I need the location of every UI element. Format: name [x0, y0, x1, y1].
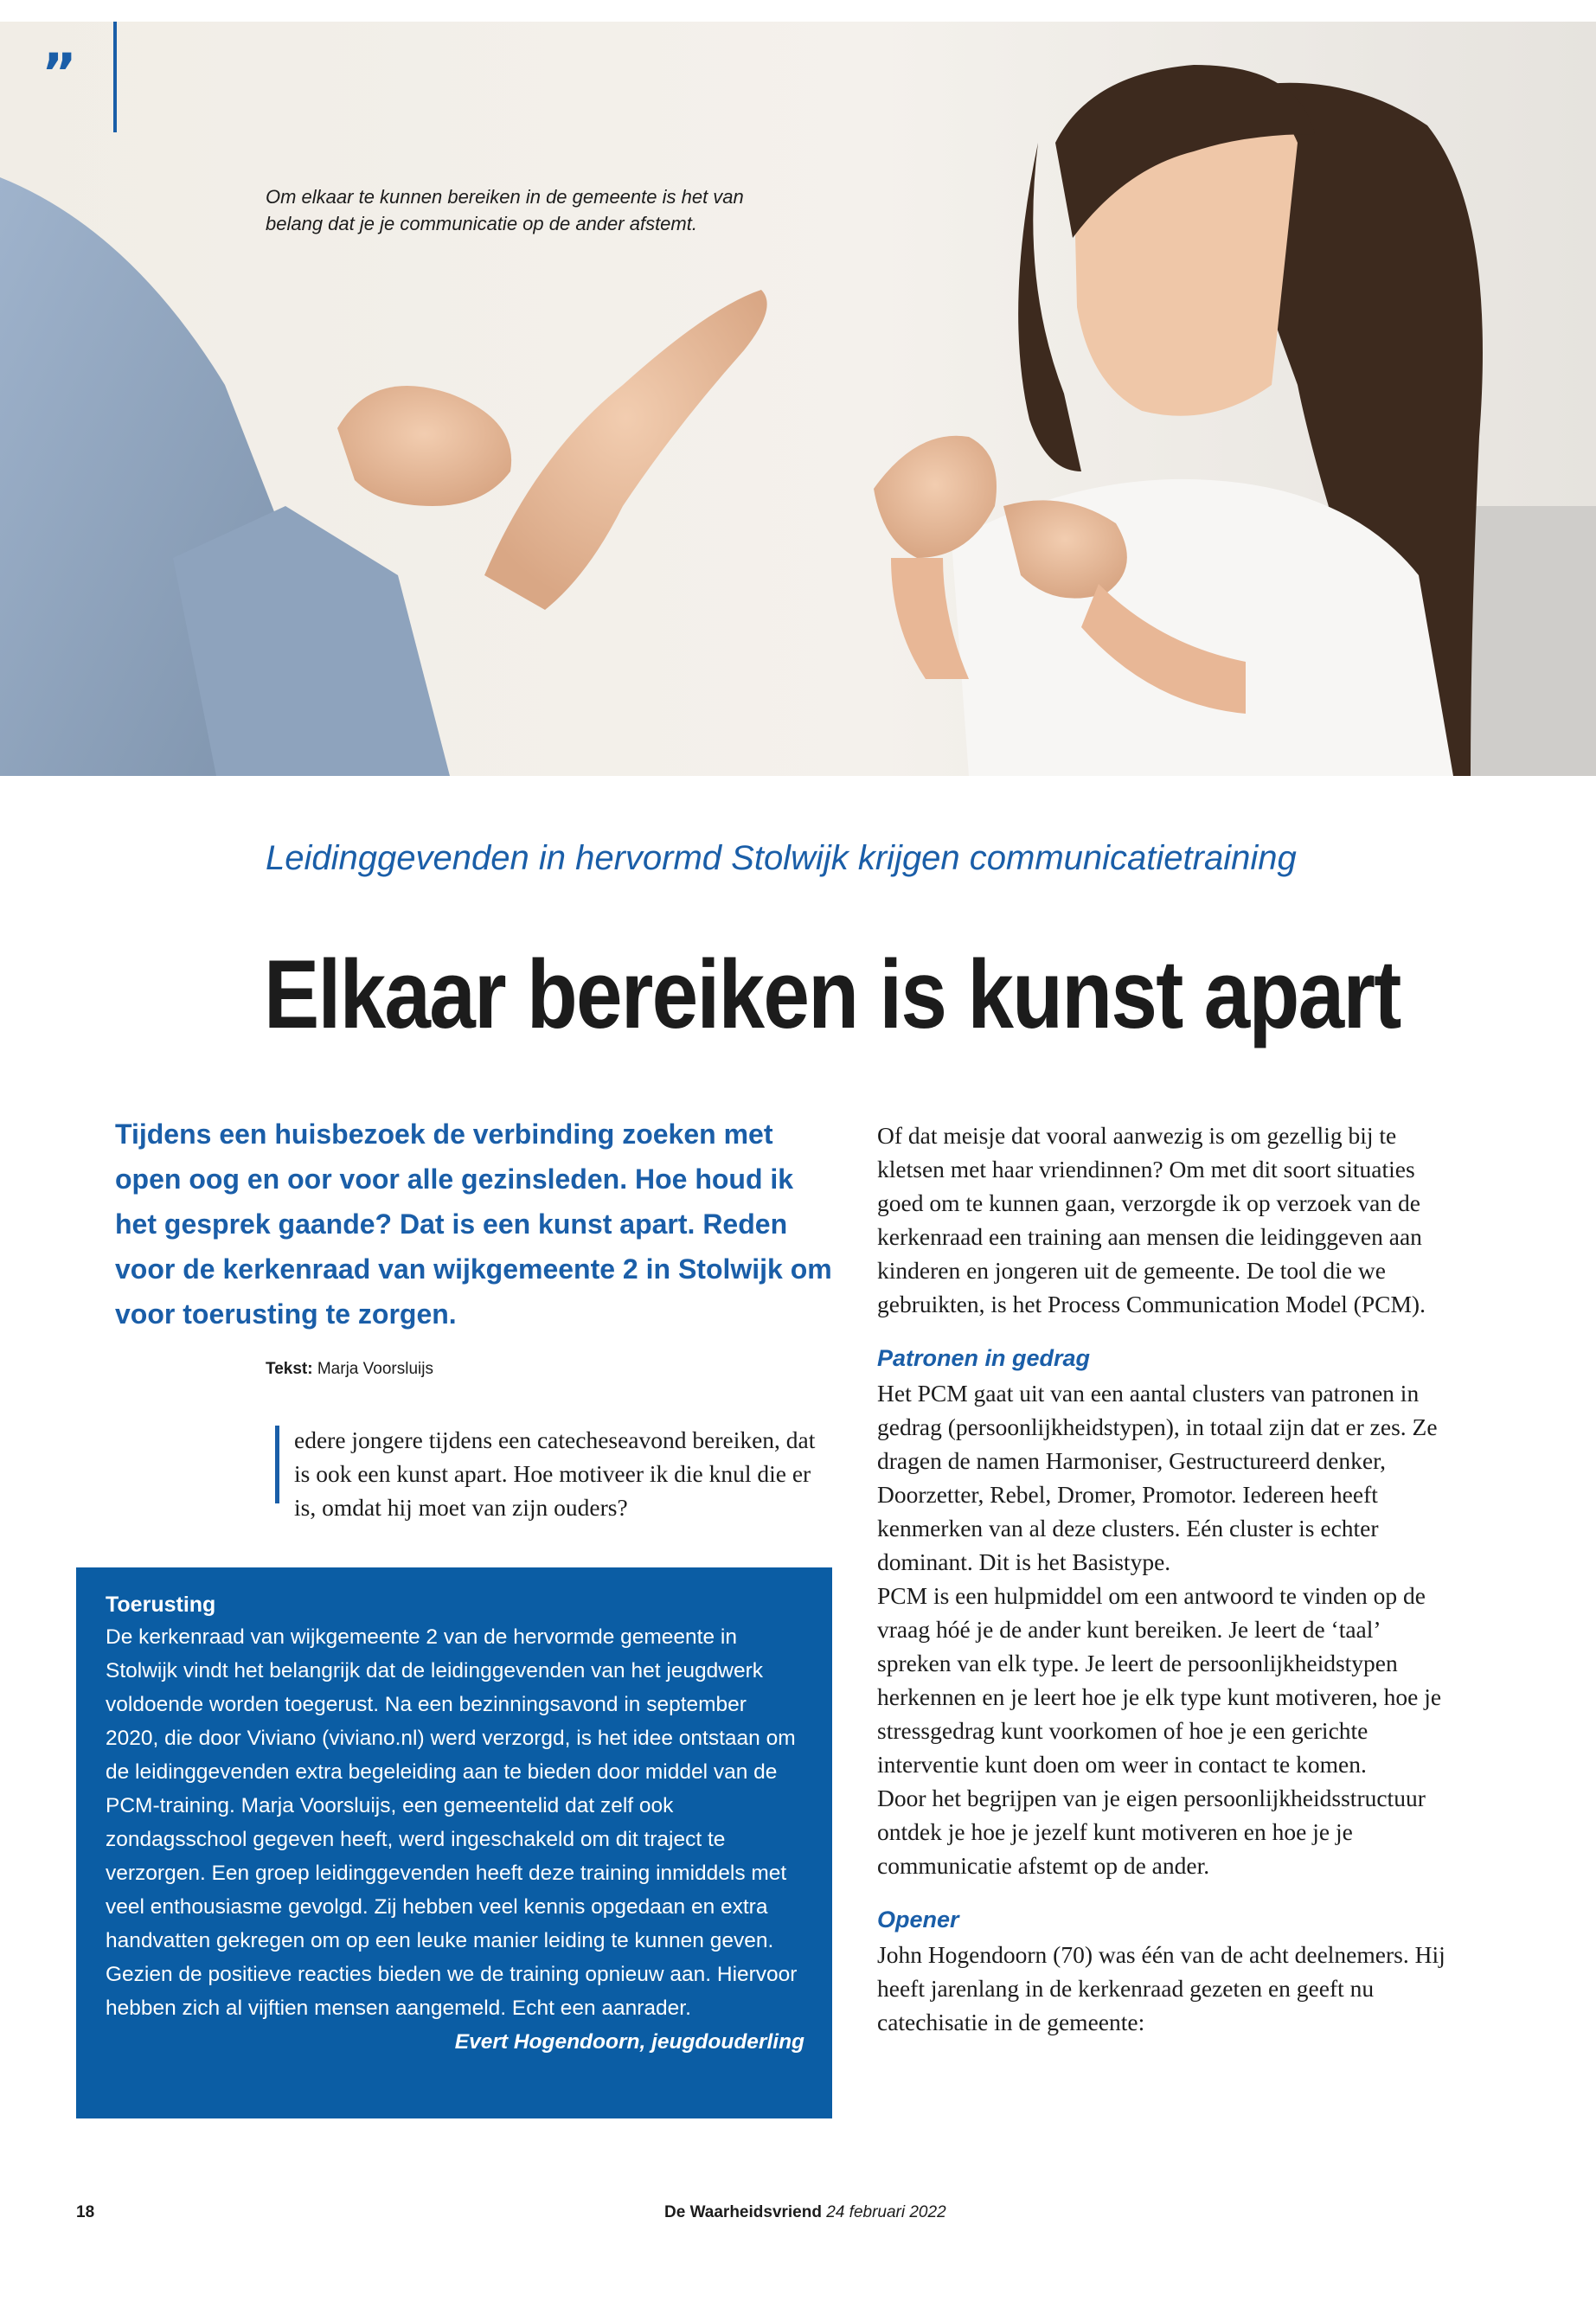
section1-paragraph-3: Door het begrijpen van je eigen persoonlijkheidsstructuur ontdek je hoe je jezelf kunt motiveren en hoe je je communicatie afstemt op de ander. [877, 1785, 1426, 1879]
section1-paragraph-1: Het PCM gaat uit van een aantal clusters van patronen in gedrag (persoonlijkheidstypen), in totaal zijn dat er zes. Ze dragen de namen Harmoniser, Gestructureerd denker, Doorzetter, Rebel, Dromer, Promotor. Iedereen heeft kenmerken van al deze clusters. Eén cluster is echter dominant. Dit is het Basistype. [877, 1380, 1438, 1575]
article-title: Elkaar bereiken is kunst apart [264, 940, 1401, 1048]
sidebar-box [76, 1567, 832, 2118]
hero-photo [0, 22, 1596, 776]
section2-paragraph-1: John Hogendoorn (70) was één van de acht deelnemers. Hij heeft jarenlang in de kerkenraad gezeten en geeft nu catechisatie in de gemeente: [877, 1941, 1445, 2035]
sidebar-body: De kerkenraad van wijkgemeente 2 van de hervormde gemeente in Stolwijk vindt het belangrijk dat de leidinggevenden van het jeugdwerk voldoende worden toegerust. Na een bezinningsavond in september 2020, die door Viviano (viviano.nl) werd verzorgd, is het idee ontstaan om de leidinggevenden extra begeleiding aan te bieden door middel van de PCM-training. Marja Voorsluijs, een gemeentelid dat zelf ook zondagsschool gegeven heeft, werd ingeschakeld om dit traject te verzorgen. Een groep leidinggevenden heeft deze training inmiddels met veel enthousiasme gevolgd. Zij hebben veel kennis opgedaan en extra handvatten gekregen om op een leuke manier leiding te kunnen geven. Gezien de positieve reacties bieden we de training opnieuw aan. Hiervoor hebben zich al vijftien mensen aangemeld. Echt een aanrader. [106, 1625, 798, 2020]
byline [266, 1360, 433, 1379]
article-lead: Tijdens een huisbezoek de verbinding zoeken met open oog en oor voor alle gezinsleden. Hoe houd ik het gesprek gaande? Dat is een kunst apart. Reden voor de kerkenraad van wijkgemeente 2 in Stolwijk om voor toerusting te zorgen. [115, 1118, 832, 1330]
sidebar-heading: Toerusting [106, 1593, 216, 1617]
intro-paragraph: edere jongere tijdens een catecheseavond bereiken, dat is ook een kunst apart. Hoe motiveer ik die knul die er is, omdat hij moet van zijn ouders? [294, 1426, 816, 1521]
quote-mark-icon: ” [42, 42, 77, 105]
section-heading-patronen: Patronen in gedrag [877, 1345, 1091, 1371]
intro-initial-bar [275, 1426, 279, 1503]
publication-date: 24 februari 2022 [826, 2203, 946, 2221]
article-kicker: Leidinggevenden in hervormd Stolwijk krijgen communicatietraining [266, 839, 1297, 877]
photo-caption: Om elkaar te kunnen bereiken in de gemeente is het van belang dat je je communicatie op de ander afstemt. [266, 186, 744, 234]
footer-publication [664, 2203, 946, 2222]
page-number: 18 [76, 2203, 95, 2221]
section1-paragraph-2: PCM is een hulpmiddel om een antwoord te vinden op de vraag hóé je de ander kunt bereiken. Je leert de ‘taal’ spreken van elk type. Je leert de persoonlijkheidstypen herkennen en je leert hoe je elk type kunt motiveren, hoe je stressgedrag kunt voorkomen of hoe je een gerichte interventie kunt doen om weer in contact te komen. [877, 1582, 1442, 1778]
byline-author: Marja Voorsluijs [317, 1360, 433, 1378]
byline-label: Tekst: [266, 1360, 313, 1378]
photo-illustration [0, 22, 1596, 776]
col2-intro: Of dat meisje dat vooral aanwezig is om gezellig bij te kletsen met haar vriendinnen? Om met dit soort situaties goed om te kunnen gaan, verzorgde ik op verzoek van de kerkenraad een training aan mensen die leidinggeven aan kinderen en jongeren uit de gemeente. De tool die we gebruikten, is het Process Communication Model (PCM). [877, 1122, 1426, 1317]
sidebar-signature: Evert Hogendoorn, jeugdouderling [454, 2030, 804, 2054]
section-heading-opener: Opener [877, 1907, 959, 1932]
quote-rule [113, 22, 117, 132]
right-column [877, 1118, 1448, 2039]
publication-name: De Waarheidsvriend [664, 2203, 822, 2221]
